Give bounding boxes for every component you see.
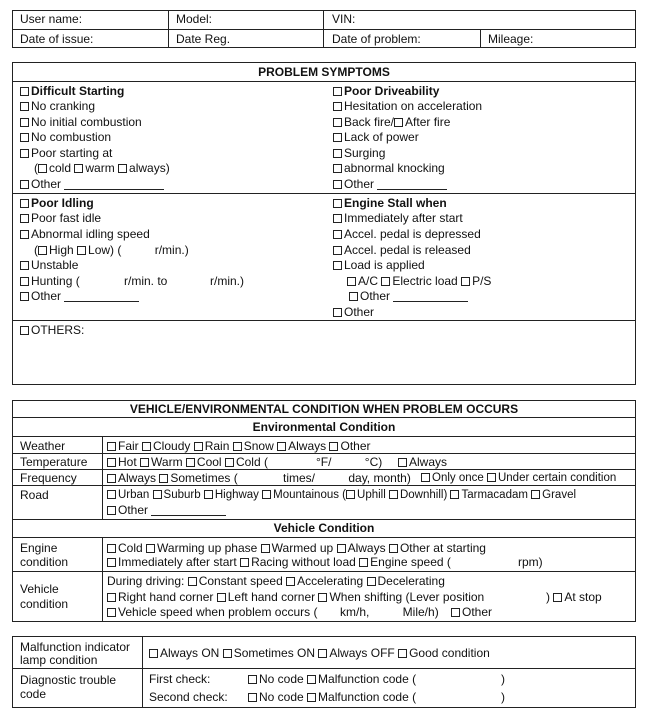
load-applied-option[interactable]: Load is applied — [333, 258, 425, 272]
mileage-label: Mileage: — [488, 32, 534, 46]
poor-fast-idle-option[interactable]: Poor fast idle — [20, 211, 101, 225]
dtc-label-1: Diagnostic trouble — [20, 673, 117, 687]
vehicle-speed-row: Vehicle speed when problem occurs ( — [107, 605, 317, 619]
engine-stall-heading[interactable]: Engine Stall when — [333, 196, 447, 210]
idling-speed-range: ( High Low) ( r/min.) — [34, 243, 189, 257]
checkbox-icon[interactable] — [347, 277, 356, 286]
checkbox-icon[interactable] — [333, 118, 342, 127]
user-name-label: User name: — [20, 12, 83, 26]
others-option[interactable]: OTHERS: — [20, 323, 84, 337]
checkbox-icon[interactable] — [107, 593, 116, 602]
checkbox-icon[interactable] — [286, 577, 295, 586]
engine-condition-label-1: Engine — [20, 541, 58, 555]
engine-speed-rpm: rpm) — [518, 555, 543, 569]
checkbox-icon[interactable] — [318, 649, 327, 658]
checkbox-icon[interactable] — [248, 693, 257, 702]
checkbox-icon[interactable] — [307, 693, 316, 702]
checkbox-icon[interactable] — [140, 458, 149, 467]
load-types: A/C Electric load P/S — [347, 274, 491, 288]
no-combustion-option[interactable]: No combustion — [20, 130, 111, 144]
checkbox-icon[interactable] — [146, 544, 155, 553]
vehicle-condition-title: Vehicle Condition — [273, 521, 375, 535]
checkbox-icon[interactable] — [20, 149, 29, 158]
date-of-problem-label: Date of problem: — [332, 32, 421, 46]
checkbox-icon[interactable] — [20, 277, 29, 286]
checkbox-icon[interactable] — [153, 490, 162, 499]
checkbox-icon[interactable] — [333, 230, 342, 239]
mil-label-1: Malfunction indicator — [20, 640, 131, 654]
checkbox-icon[interactable] — [240, 558, 249, 567]
weather-label: Weather — [20, 439, 66, 453]
checkbox-icon[interactable] — [333, 87, 342, 96]
checkbox-icon[interactable] — [421, 473, 430, 482]
checkbox-icon[interactable] — [107, 442, 116, 451]
poor-idling-heading[interactable]: Poor Idling — [20, 196, 94, 210]
at-stop-option[interactable]: ) At stop — [546, 590, 602, 604]
checkbox-icon[interactable] — [107, 474, 116, 483]
checkbox-icon[interactable] — [329, 442, 338, 451]
checkbox-icon[interactable] — [398, 458, 407, 467]
checkbox-icon[interactable] — [20, 230, 29, 239]
lack-of-power-option[interactable]: Lack of power — [333, 130, 419, 144]
poor-driveability-heading[interactable]: Poor Driveability — [333, 84, 439, 98]
checkbox-icon[interactable] — [20, 261, 29, 270]
checkbox-icon[interactable] — [107, 490, 116, 499]
checkbox-icon[interactable] — [38, 246, 47, 255]
checkbox-icon[interactable] — [333, 102, 342, 111]
checkbox-icon[interactable] — [38, 164, 47, 173]
checkbox-icon[interactable] — [359, 558, 368, 567]
poor-driveability-other[interactable]: Other — [333, 177, 447, 191]
checkbox-icon[interactable] — [333, 133, 342, 142]
checkbox-icon[interactable] — [107, 544, 116, 553]
checkbox-icon[interactable] — [261, 544, 270, 553]
checkbox-icon[interactable] — [333, 180, 342, 189]
hunting-option[interactable]: Hunting ( — [20, 274, 80, 288]
engine-condition-label-2: condition — [20, 555, 69, 569]
problem-symptoms-title: PROBLEM SYMPTOMS — [258, 65, 390, 79]
checkbox-icon[interactable] — [20, 87, 29, 96]
load-other[interactable]: Other — [349, 289, 468, 303]
checkbox-icon[interactable] — [531, 490, 540, 499]
checkbox-icon[interactable] — [553, 593, 562, 602]
first-check-close: ) — [501, 672, 505, 686]
checkbox-icon[interactable] — [20, 118, 29, 127]
checkbox-icon[interactable] — [107, 506, 116, 515]
checkbox-icon[interactable] — [186, 458, 195, 467]
second-check-close: ) — [501, 690, 505, 704]
temperature-always[interactable]: Always — [398, 455, 447, 469]
date-reg-label: Date Reg. — [176, 32, 231, 46]
abnormal-idling-speed-option[interactable]: Abnormal idling speed — [20, 227, 150, 241]
other-blank[interactable] — [377, 179, 447, 190]
engine-condition-row-2: Immediately after start Racing without load Engine speed ( — [107, 555, 451, 569]
checkbox-icon[interactable] — [451, 608, 460, 617]
checkbox-icon[interactable] — [20, 133, 29, 142]
checkbox-icon[interactable] — [233, 442, 242, 451]
model-label: Model: — [176, 12, 213, 26]
difficult-starting-other[interactable]: Other — [20, 177, 164, 191]
no-cranking-option[interactable]: No cranking — [20, 99, 95, 113]
checkbox-icon[interactable] — [20, 199, 29, 208]
other-blank[interactable] — [393, 291, 468, 302]
checkbox-icon[interactable] — [367, 577, 376, 586]
checkbox-icon[interactable] — [307, 675, 316, 684]
checkbox-icon[interactable] — [20, 214, 29, 223]
checkbox-icon[interactable] — [204, 490, 213, 499]
poor-idling-other[interactable]: Other — [20, 289, 139, 303]
checkbox-icon[interactable] — [333, 149, 342, 158]
checkbox-icon[interactable] — [107, 608, 116, 617]
frequency-options: Always Sometimes ( — [107, 471, 238, 485]
environmental-condition-title: Environmental Condition — [252, 420, 396, 434]
no-initial-combustion-option[interactable]: No initial combustion — [20, 115, 142, 129]
vehicle-condition-row-2: Right hand corner Left hand corner When shifting (Lever position — [107, 590, 484, 604]
vehicle-environment-title: VEHICLE/ENVIRONMENTAL CONDITION WHEN PROBLEM OCCURS — [129, 402, 519, 416]
checkbox-icon[interactable] — [333, 246, 342, 255]
frequency-label: Frequency — [20, 471, 77, 485]
checkbox-icon[interactable] — [461, 277, 470, 286]
temperature-label: Temperature — [20, 455, 88, 469]
vehicle-speed-units: km/h, Mile/h) — [340, 605, 439, 619]
road-other[interactable]: Other — [107, 503, 226, 517]
checkbox-icon[interactable] — [389, 490, 398, 499]
checkbox-icon[interactable] — [349, 292, 358, 301]
checkbox-icon[interactable] — [389, 544, 398, 553]
mil-options: Always ON Sometimes ON Always OFF Good condition — [149, 646, 490, 660]
checkbox-icon[interactable] — [118, 164, 127, 173]
other-blank[interactable] — [64, 179, 164, 190]
checkbox-icon[interactable] — [262, 490, 271, 499]
checkbox-icon[interactable] — [346, 490, 355, 499]
dtc-label-2: code — [20, 687, 47, 701]
engine-stall-other[interactable]: Other — [333, 305, 374, 319]
abnormal-knocking-option[interactable]: abnormal knocking — [333, 161, 445, 175]
hunting-end-text: r/min.) — [210, 274, 244, 288]
checkbox-icon[interactable] — [248, 675, 257, 684]
road-options: Urban Suburb Highway Mountainous ( Uphill Downhill) Tarmacadam Gravel — [107, 488, 576, 502]
checkbox-icon[interactable] — [450, 490, 459, 499]
hesitation-option[interactable]: Hesitation on acceleration — [333, 99, 482, 113]
checkbox-icon[interactable] — [149, 649, 158, 658]
other-blank[interactable] — [151, 505, 226, 516]
checkbox-icon[interactable] — [333, 308, 342, 317]
checkbox-icon[interactable] — [225, 458, 234, 467]
checkbox-icon[interactable] — [333, 164, 342, 173]
checkbox-icon[interactable] — [194, 442, 203, 451]
other-blank[interactable] — [64, 291, 139, 302]
checkbox-icon[interactable] — [20, 102, 29, 111]
checkbox-icon[interactable] — [188, 577, 197, 586]
checkbox-icon[interactable] — [107, 558, 116, 567]
checkbox-icon[interactable] — [142, 442, 151, 451]
checkbox-icon[interactable] — [333, 261, 342, 270]
checkbox-icon[interactable] — [277, 442, 286, 451]
immediately-after-start-option[interactable]: Immediately after start — [333, 211, 463, 225]
checkbox-icon[interactable] — [223, 649, 232, 658]
first-check-label: First check: — [149, 672, 211, 686]
second-check-options: No code Malfunction code ( — [248, 690, 416, 704]
checkbox-icon[interactable] — [20, 292, 29, 301]
hunting-mid-text: r/min. to — [124, 274, 168, 288]
mil-label-2: lamp condition — [20, 653, 98, 667]
checkbox-icon[interactable] — [333, 199, 342, 208]
temperature-options: Hot Warm Cool Cold ( — [107, 455, 268, 469]
accel-depressed-option[interactable]: Accel. pedal is depressed — [333, 227, 481, 241]
vehicle-condition-label-2: condition — [20, 597, 69, 611]
checkbox-icon[interactable] — [398, 649, 407, 658]
checkbox-icon[interactable] — [333, 214, 342, 223]
engine-condition-row-1: Cold Warming up phase Warmed up Always Other at starting — [107, 541, 486, 555]
second-check-label: Second check: — [149, 690, 228, 704]
date-of-issue-label: Date of issue: — [20, 32, 94, 46]
difficult-starting-heading[interactable]: Difficult Starting — [20, 84, 124, 98]
road-label: Road — [20, 488, 49, 502]
checkbox-icon[interactable] — [74, 164, 83, 173]
checkbox-icon[interactable] — [20, 326, 29, 335]
checkbox-icon[interactable] — [20, 180, 29, 189]
weather-options: Fair Cloudy Rain Snow Always Other — [107, 439, 371, 453]
vehicle-condition-row-1: During driving: Constant speed Accelerating Decelerating — [107, 574, 445, 588]
vehicle-speed-other[interactable]: Other — [451, 605, 492, 619]
unstable-option[interactable]: Unstable — [20, 258, 78, 272]
accel-released-option[interactable]: Accel. pedal is released — [333, 243, 471, 257]
checkbox-icon[interactable] — [381, 277, 390, 286]
checkbox-icon[interactable] — [337, 544, 346, 553]
checkbox-icon[interactable] — [159, 474, 168, 483]
backfire-option[interactable]: Back fire/ After fire — [333, 115, 450, 129]
checkbox-icon[interactable] — [217, 593, 226, 602]
checkbox-icon[interactable] — [318, 593, 327, 602]
checkbox-icon[interactable] — [77, 246, 86, 255]
vin-label: VIN: — [332, 12, 356, 26]
checkbox-icon[interactable] — [394, 118, 403, 127]
checkbox-icon[interactable] — [487, 473, 496, 482]
first-check-options: No code Malfunction code ( — [248, 672, 416, 686]
temperature-units: °F/ °C) — [316, 455, 383, 469]
problem-symptoms-section — [12, 62, 636, 385]
frequency-rest: Only once Under certain condition — [421, 471, 616, 485]
surging-option[interactable]: Surging — [333, 146, 385, 160]
poor-starting-option[interactable]: Poor starting at — [20, 146, 112, 160]
checkbox-icon[interactable] — [107, 458, 116, 467]
frequency-mid: times/ day, month) — [283, 471, 411, 485]
vehicle-condition-label-1: Vehicle — [20, 582, 59, 596]
poor-starting-conditions: ( cold warm always) — [34, 161, 170, 175]
